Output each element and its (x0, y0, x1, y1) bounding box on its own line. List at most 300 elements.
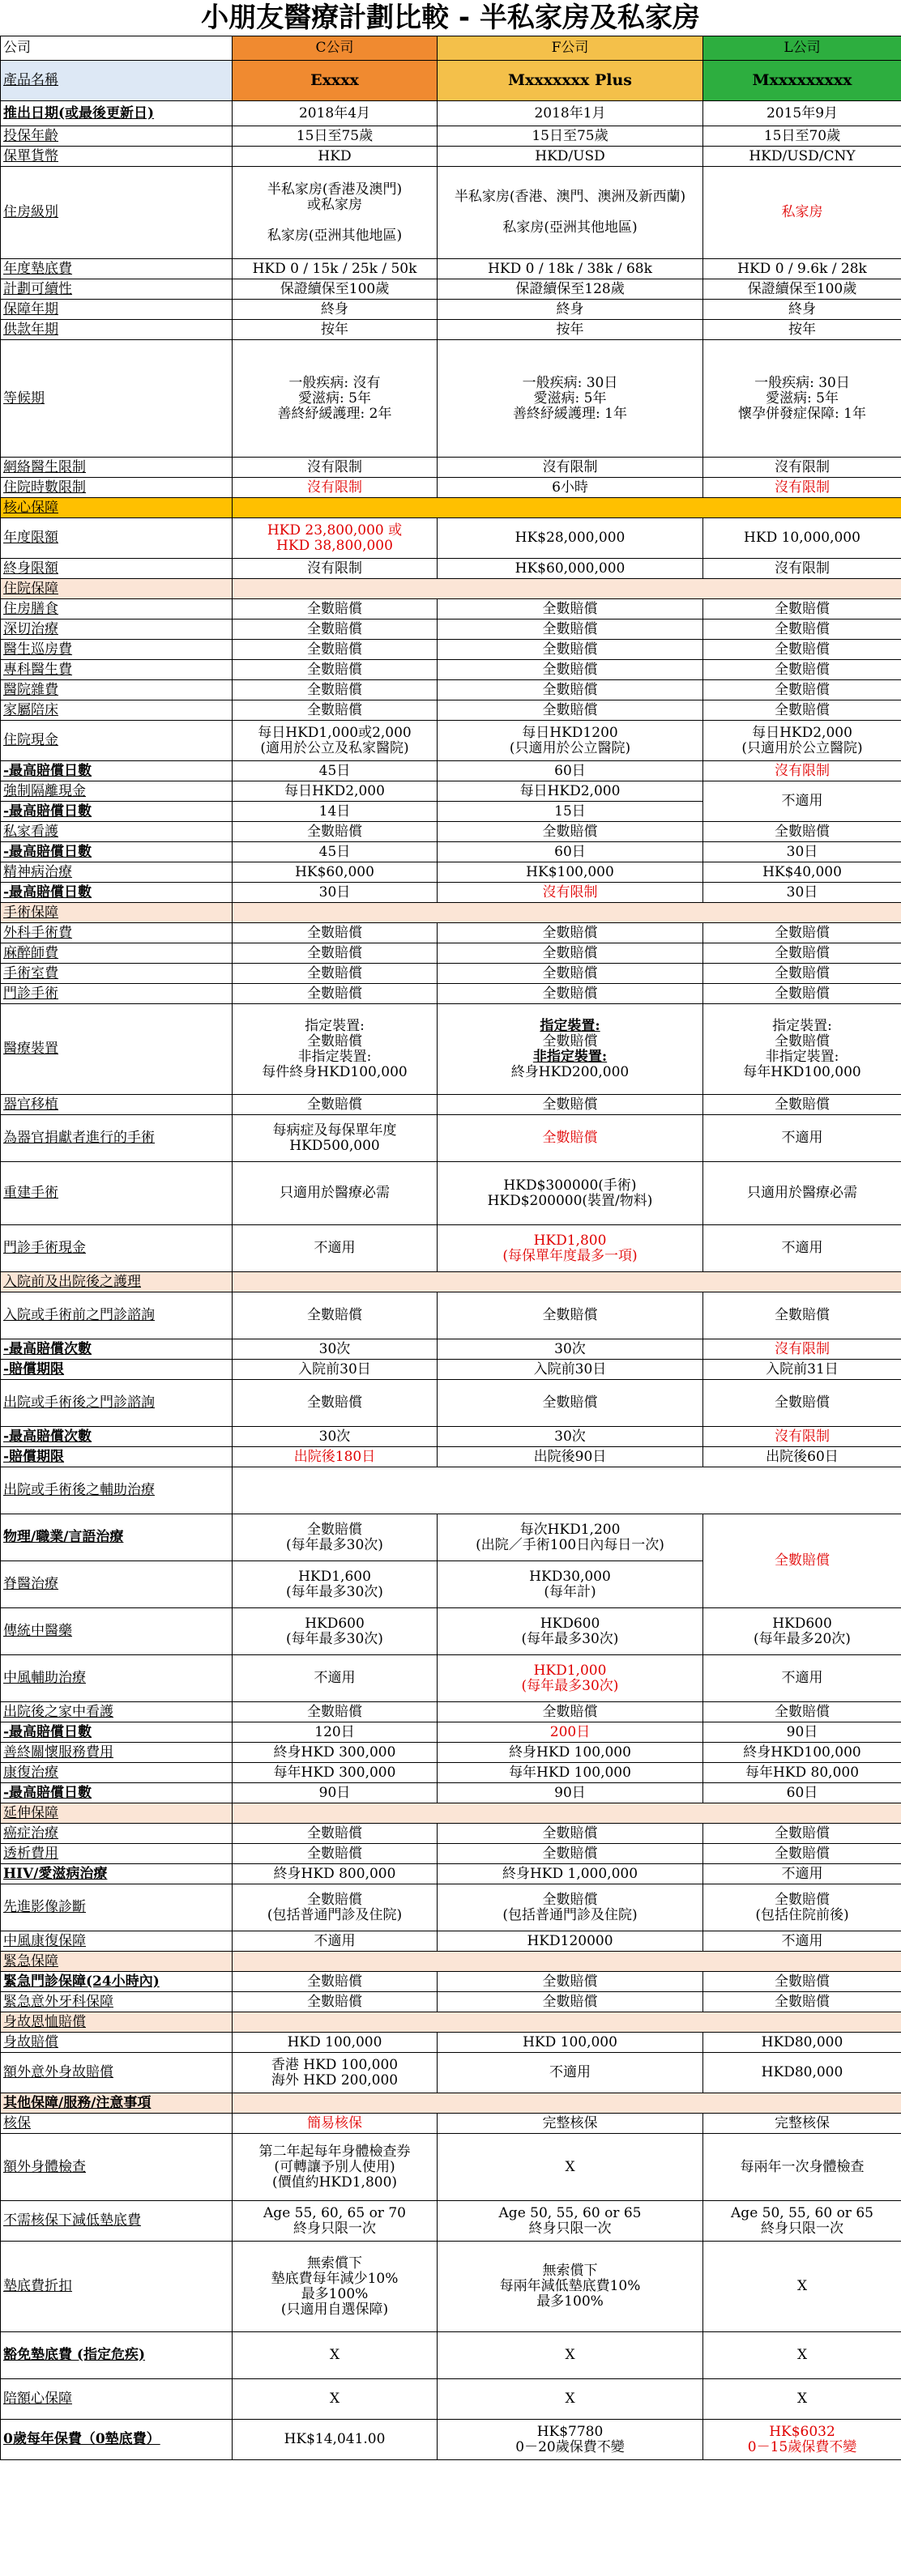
company-l: L公司 (703, 36, 901, 61)
row-label: 傳統中醫藥 (1, 1608, 233, 1655)
cell-l (703, 822, 901, 842)
cell-f (438, 802, 703, 822)
cell-line: 入院前30日 (298, 1360, 371, 1377)
cell-c (233, 640, 438, 660)
cell-f (438, 1992, 703, 2012)
cell-c (233, 559, 438, 579)
row-label: 豁免墊底費 (指定危疾) (1, 2332, 233, 2379)
cell-f (438, 761, 703, 781)
cell-line: HKD600 (772, 1615, 832, 1632)
cell-c (233, 458, 438, 478)
row-label: -最高賠償次數 (1, 1427, 233, 1447)
cell-l (703, 279, 901, 300)
cell-f (438, 1360, 703, 1380)
cell-line: 每日HKD2,000 (284, 782, 385, 799)
cell-f (438, 1292, 703, 1339)
company-header-row (1, 36, 901, 61)
cell-line: 私家房 (781, 204, 823, 220)
cell-l (703, 1702, 901, 1722)
cell-f (438, 2420, 703, 2460)
cell-line: Age 50, 55, 60 or 65 (731, 2204, 873, 2221)
cell-c (233, 2053, 438, 2093)
cell-line: HKD500,000 (289, 1137, 380, 1154)
cell-line: 全數賠償 (542, 823, 598, 840)
cell-line: 30次 (554, 1428, 586, 1445)
cell-line: 每日HKD1200 (522, 724, 618, 741)
row-label: 重建手術 (1, 1162, 233, 1225)
cell-f (438, 1608, 703, 1655)
cell-l (703, 761, 901, 781)
cell-l (703, 1931, 901, 1952)
cell-line: HKD$200000(裝置/物料) (487, 1192, 653, 1209)
cell-c (233, 984, 438, 1004)
row-label: 住院時數限制 (1, 478, 233, 498)
product-c: Exxxx (233, 61, 438, 101)
row-label: 0歲每年保費（0墊底費） (1, 2420, 233, 2460)
cell-f (438, 862, 703, 883)
row-label: 入院或手術前之門診諮詢 (1, 1292, 233, 1339)
page-title: 小朋友醫療計劃比較 - 半私家房及私家房 (201, 2, 700, 34)
cell-l (703, 300, 901, 320)
table-row (1, 1972, 901, 1992)
table-row (1, 1702, 901, 1722)
row-label: 入院前及出院後之護理 (1, 1272, 233, 1292)
table-row (1, 822, 901, 842)
cell-line: 最多100% (536, 2293, 604, 2310)
cell-line: 善終紓緩護理: 1年 (513, 405, 627, 422)
cell-f (438, 1380, 703, 1427)
cell-line: (每保單年度最多一項) (502, 1247, 638, 1264)
company-f: F公司 (438, 36, 703, 61)
cell-line: 2015年9月 (766, 104, 839, 121)
cell-line: 全數賠償 (542, 1993, 598, 2010)
table-row (1, 320, 901, 340)
cell-l (703, 1608, 901, 1655)
cell-c (233, 680, 438, 700)
cell-line: 全數賠償 (775, 924, 830, 941)
cell-l (703, 660, 901, 680)
cell-line: (可轉讓予別人使用) (274, 2158, 395, 2175)
table-row (1, 2134, 901, 2201)
cell-line: 每兩年一次身體檢查 (740, 2158, 865, 2175)
table-row (1, 761, 901, 781)
cell-line: 全數賠償 (775, 985, 830, 1002)
cell-c (233, 1824, 438, 1844)
table-row (1, 903, 901, 923)
cell-line: HKD1,000 (533, 1662, 607, 1679)
cell-f (438, 126, 703, 147)
cell-line: 0－15歲保費不變 (747, 2438, 857, 2455)
table-row (1, 640, 901, 660)
cell-line: (每年最多30次) (521, 1630, 619, 1647)
cell-line: 出院後180日 (293, 1448, 376, 1465)
table-row (1, 1272, 901, 1292)
row-label: 門診手術現金 (1, 1225, 233, 1272)
cell-l (703, 320, 901, 340)
row-label: 額外意外身故賠償 (1, 2053, 233, 2093)
cell-c (233, 2379, 438, 2420)
row-label: 門診手術 (1, 984, 233, 1004)
cell-f (438, 559, 703, 579)
cell-line: 半私家房(香港及澳門) (267, 181, 403, 198)
cell-line: 終身HKD 100,000 (509, 1744, 631, 1761)
cell-c (233, 700, 438, 721)
cell-line: 香港 HKD 100,000 (271, 2056, 399, 2073)
cell-l (703, 680, 901, 700)
cell-l (703, 1360, 901, 1380)
row-label: 脊醫治療 (1, 1561, 233, 1608)
cell-l (703, 721, 901, 761)
cell-line: 全數賠償 (307, 1973, 362, 1990)
cell-line: 終身只限一次 (528, 2220, 612, 2237)
cell-line: 保證續保至100歲 (747, 280, 857, 297)
table-row (1, 1783, 901, 1803)
row-label: -最高賠償日數 (1, 1783, 233, 1803)
cell-c (233, 147, 438, 167)
cell-line: 全數賠償 (542, 1394, 598, 1411)
cell-l (703, 2420, 901, 2460)
table-row (1, 1360, 901, 1380)
cell-line: 指定裝置: (305, 1017, 365, 1034)
row-label: 醫院雜費 (1, 680, 233, 700)
cell-line: HKD 100,000 (523, 2033, 617, 2050)
section-spacer (233, 2093, 901, 2114)
cell-line: 90日 (318, 1784, 351, 1801)
cell-l (703, 1339, 901, 1360)
row-label: 身故恩恤賠償 (1, 2012, 233, 2033)
cell-f (438, 2033, 703, 2053)
cell-line: 沒有限制 (307, 479, 362, 496)
cell-line: 全數賠償 (542, 1307, 598, 1323)
cell-line: 全數賠償 (307, 641, 362, 658)
cell-l (703, 1115, 901, 1162)
cell-line: 全數賠償 (542, 620, 598, 637)
cell-line: 全數賠償 (775, 661, 830, 678)
cell-c (233, 802, 438, 822)
section-spacer (233, 1272, 901, 1292)
cell-c (233, 822, 438, 842)
cell-l (703, 1884, 901, 1931)
cell-c (233, 943, 438, 964)
cell-line: 全數賠償 (542, 964, 598, 981)
row-label: 供款年期 (1, 320, 233, 340)
cell-line: 不適用 (781, 1240, 823, 1256)
row-label: 推出日期(或最後更新日) (1, 101, 233, 126)
cell-line: 完整核保 (775, 2114, 830, 2131)
cell-f (438, 458, 703, 478)
cell-l (703, 2134, 901, 2201)
cell-line: (包括普通門診及住院) (267, 1906, 403, 1923)
table-row (1, 1763, 901, 1783)
section-spacer (233, 1952, 901, 1972)
cell-f (438, 1004, 703, 1095)
cell-c (233, 518, 438, 559)
cell-f (438, 1743, 703, 1763)
product-label: 產品名稱 (1, 61, 233, 101)
cell-line: 愛滋病: 5年 (766, 390, 839, 407)
table-row (1, 1884, 901, 1931)
table-row (1, 2114, 901, 2134)
cell-line: HK$60,000,000 (515, 560, 626, 577)
cell-line: 每病症及每保單年度 (272, 1122, 397, 1139)
cell-line: 按年 (321, 321, 348, 338)
row-label: 保障年期 (1, 300, 233, 320)
cell-line: 15日 (554, 803, 586, 820)
cell-line: 非指定裝置: (297, 1048, 372, 1065)
cell-c (233, 1427, 438, 1447)
cell-f (438, 279, 703, 300)
cell-line: HKD80,000 (761, 2064, 843, 2080)
cell-l (703, 147, 901, 167)
cell-line: 全數賠償 (307, 1521, 362, 1538)
row-label: 額外身體檢查 (1, 2134, 233, 2201)
cell-line: HKD1,600 (298, 1568, 371, 1585)
cell-line: 全數賠償 (542, 1973, 598, 1990)
row-label: 網絡醫生限制 (1, 458, 233, 478)
row-label: 先進影像診斷 (1, 1884, 233, 1931)
cell-line: 全數賠償 (775, 1552, 830, 1569)
row-label: 專科醫生費 (1, 660, 233, 680)
cell-line: (只適用於公立醫院) (509, 739, 631, 756)
row-label: -最高賠償日數 (1, 802, 233, 822)
cell-l (703, 842, 901, 862)
row-label: 計劃可續性 (1, 279, 233, 300)
cell-f (438, 620, 703, 640)
cell-line: (包括住院前後) (755, 1906, 849, 1923)
table-row (1, 458, 901, 478)
cell-line: 沒有限制 (775, 1340, 830, 1357)
cell-f (438, 964, 703, 984)
cell-line: 全數賠償 (775, 1394, 830, 1411)
cell-line: 60日 (786, 1784, 818, 1801)
cell-line: 沒有限制 (775, 762, 830, 779)
cell-line: 90日 (554, 1784, 586, 1801)
row-label: 身故賠償 (1, 2033, 233, 2053)
cell-line: HKD 10,000,000 (744, 530, 860, 546)
cell-f (438, 101, 703, 126)
table-row (1, 1931, 901, 1952)
row-label: -最高賠償次數 (1, 1339, 233, 1360)
cell-line: HKD1,800 (533, 1232, 607, 1249)
row-label: 住房級別 (1, 167, 233, 259)
cell-line: 入院前30日 (533, 1360, 607, 1377)
cell-f (438, 1864, 703, 1884)
row-label: 中風康復保障 (1, 1931, 233, 1952)
cell-f (438, 1427, 703, 1447)
cell-line: HKD80,000 (761, 2033, 843, 2050)
cell-l (703, 1763, 901, 1783)
cell-line: 全數賠償 (307, 1993, 362, 2010)
cell-line: 全數賠償 (542, 1845, 598, 1862)
comparison-table (0, 36, 901, 2460)
cell-line: 30次 (318, 1340, 351, 1357)
cell-line: 不適用 (781, 1670, 823, 1686)
cell-line: 保證續保至100歲 (280, 280, 390, 297)
cell-line: 沒有限制 (542, 884, 598, 901)
cell-l (703, 1655, 901, 1702)
cell-l (703, 943, 901, 964)
cell-f (438, 2201, 703, 2242)
cell-l (703, 1722, 901, 1743)
table-row (1, 2033, 901, 2053)
cell-c (233, 1339, 438, 1360)
table-row (1, 559, 901, 579)
cell-line: 全數賠償 (307, 1703, 362, 1720)
cell-line: 全數賠償 (542, 1703, 598, 1720)
cell-line: 出院後60日 (766, 1448, 839, 1465)
cell-line: 第二年起每年身體檢查券 (258, 2143, 411, 2160)
cell-line: 一般疾病: 沒有 (288, 374, 381, 391)
cell-l (703, 1162, 901, 1225)
cell-l (703, 167, 901, 259)
cell-line: 全數賠償 (307, 944, 362, 961)
cell-f (438, 1162, 703, 1225)
cell-line: HKD/USD (535, 147, 605, 164)
cell-c (233, 1783, 438, 1803)
cell-l (703, 2053, 901, 2093)
cell-line: 每年HKD 80,000 (745, 1764, 860, 1781)
row-label: HIV/愛滋病治療 (1, 1864, 233, 1884)
cell-line: 全數賠償 (542, 641, 598, 658)
table-row (1, 781, 901, 802)
cell-line: (每年最多20次) (754, 1630, 851, 1647)
cell-l (703, 126, 901, 147)
cell-f (438, 2242, 703, 2332)
cell-l (703, 518, 901, 559)
table-row (1, 2201, 901, 2242)
table-row (1, 259, 901, 279)
cell-c (233, 1360, 438, 1380)
row-label: 外科手術費 (1, 923, 233, 943)
cell-line: 無索償下 (307, 2255, 362, 2272)
cell-f (438, 1447, 703, 1467)
cell-line: 全數賠償 (775, 1824, 830, 1842)
cell-line: X (796, 2278, 808, 2294)
row-label: 癌症治療 (1, 1824, 233, 1844)
cell-f (438, 1561, 703, 1608)
cell-line: X (796, 2347, 808, 2363)
section-spacer (233, 498, 901, 518)
table-row (1, 1115, 901, 1162)
cell-line: HKD 0 / 18k / 38k / 68k (488, 260, 652, 277)
row-label: 手術保障 (1, 903, 233, 923)
cell-line: 不適用 (781, 1865, 823, 1882)
cell-l (703, 1972, 901, 1992)
cell-l (703, 640, 901, 660)
table-row (1, 2379, 901, 2420)
table-row (1, 1427, 901, 1447)
cell-line: 不適用 (314, 1670, 356, 1686)
cell-line: 30日 (786, 884, 818, 901)
table-row (1, 1824, 901, 1844)
cell-l (703, 478, 901, 498)
cell-line: X (565, 2347, 575, 2363)
row-label: 透析費用 (1, 1844, 233, 1864)
cell-f (438, 2332, 703, 2379)
cell-c (233, 721, 438, 761)
cell-l (703, 2033, 901, 2053)
cell-line: 全數賠償 (307, 1824, 362, 1842)
cell-line: 終身 (556, 300, 584, 317)
row-label: 緊急保障 (1, 1952, 233, 1972)
row-label: -賠償期限 (1, 1447, 233, 1467)
cell-c (233, 1447, 438, 1467)
table-row (1, 599, 901, 620)
cell-line (235, 213, 434, 228)
cell-c (233, 101, 438, 126)
table-row (1, 842, 901, 862)
cell-line: HKD (318, 147, 352, 164)
cell-line: 非指定裝置: (765, 1048, 839, 1065)
cell-line: HKD600 (305, 1615, 365, 1632)
cell-l (703, 1380, 901, 1427)
cell-line: 終身HKD 300,000 (273, 1744, 396, 1761)
cell-l (703, 1864, 901, 1884)
cell-f (438, 1339, 703, 1360)
cell-c (233, 1115, 438, 1162)
cell-f (438, 147, 703, 167)
cell-f (438, 259, 703, 279)
cell-line: 每年HKD 300,000 (273, 1764, 396, 1781)
row-label: 緊急門診保障(24小時內) (1, 1972, 233, 1992)
row-label: 不需核保下減低墊底費 (1, 2201, 233, 2242)
table-row (1, 2420, 901, 2460)
cell-c (233, 300, 438, 320)
table-row (1, 660, 901, 680)
table-row (1, 1514, 901, 1561)
cell-line: 不適用 (781, 1932, 823, 1949)
row-label: 物理/職業/言語治療 (1, 1514, 233, 1561)
cell-f (438, 320, 703, 340)
cell-c (233, 1380, 438, 1427)
cell-line: 半私家房(香港、澳門、澳洲及新西蘭) (454, 189, 686, 205)
cell-line: HK$7780 (536, 2423, 604, 2440)
cell-line: 只適用於醫療必需 (280, 1185, 390, 1201)
cell-c (233, 1162, 438, 1225)
cell-c (233, 1514, 438, 1561)
cell-line: 一般疾病: 30日 (522, 374, 618, 391)
table-row (1, 1952, 901, 1972)
cell-l (703, 1225, 901, 1272)
cell-c (233, 2332, 438, 2379)
cell-c (233, 1763, 438, 1783)
table-row (1, 2053, 901, 2093)
section-spacer (233, 579, 901, 599)
cell-l (703, 1992, 901, 2012)
table-row (1, 923, 901, 943)
table-row (1, 126, 901, 147)
cell-f (438, 518, 703, 559)
cell-line: 全數賠償 (775, 1845, 830, 1862)
cell-line: HK$40,000 (762, 863, 842, 880)
row-label: 住院現金 (1, 721, 233, 761)
table-row (1, 1380, 901, 1427)
cell-l (703, 1004, 901, 1095)
table-row (1, 680, 901, 700)
cell-line: 不適用 (781, 1130, 823, 1146)
cell-f (438, 1844, 703, 1864)
cell-line: 每件終身HKD100,000 (262, 1063, 408, 1080)
cell-line: HKD 100,000 (287, 2033, 382, 2050)
row-label: -最高賠償日數 (1, 842, 233, 862)
cell-line: 墊底費每年減少10% (271, 2270, 399, 2287)
table-row (1, 2332, 901, 2379)
table-row (1, 1722, 901, 1743)
cell-line: 全數賠償 (307, 1096, 362, 1113)
cell-line: 45日 (318, 843, 351, 860)
cell-line: 每年HKD100,000 (743, 1063, 861, 1080)
cell-line: Age 55, 60, 65 or 70 (263, 2204, 406, 2221)
